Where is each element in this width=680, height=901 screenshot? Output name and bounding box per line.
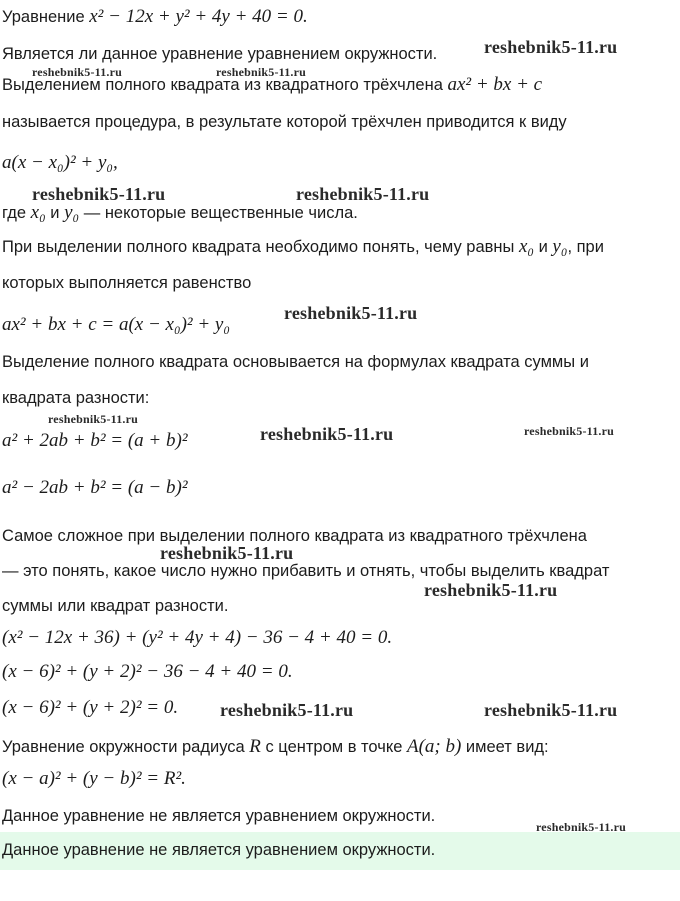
y0-symbol: y₀ (64, 202, 80, 223)
watermark: reshebnik5-11.ru (484, 37, 618, 57)
text-center-at: с центром в точке (260, 738, 407, 756)
text-real-numbers: — некоторые вещественные числа. (79, 204, 358, 222)
question-text: Является ли данное уравнение уравнением окружности. (2, 45, 438, 63)
circle-equation: (x − a)² + (y − b)² = R². (2, 768, 186, 789)
text-and: и (45, 204, 65, 222)
definition-line-2: называется процедура, в результате которой трёхчлен приводится к виду (2, 113, 567, 131)
watermark: reshebnik5-11.ru (524, 424, 614, 438)
hint-line-1: Самое сложное при выделении полного квадрата из квадратного трёхчлена (2, 527, 587, 545)
text-where: где (2, 204, 31, 222)
text-circle-radius: Уравнение окружности радиуса (2, 738, 250, 756)
circle-definition (2, 736, 549, 758)
square-of-sum-formula: a² + 2ab + b² = (a + b)² (2, 430, 188, 451)
watermark: reshebnik5-11.ru (260, 424, 394, 444)
watermark: reshebnik5-11.ru (48, 412, 138, 426)
text-when: , при (567, 238, 604, 256)
watermark: reshebnik5-11.ru (32, 65, 122, 79)
watermark: reshebnik5-11.ru (536, 820, 626, 834)
text-has-form: имеет вид: (461, 738, 549, 756)
explanation-line-2: которых выполняется равенство (2, 274, 252, 292)
answer-text: Данное уравнение не является уравнением окружности. (2, 841, 436, 859)
watermark: reshebnik5-11.ru (284, 303, 418, 323)
x0-symbol: x₀ (30, 202, 46, 223)
answer-box (0, 832, 680, 870)
watermark: reshebnik5-11.ru (220, 700, 354, 720)
solution-step-2: (x − 6)² + (y + 2)² − 36 − 4 + 40 = 0. (2, 661, 293, 682)
watermark: reshebnik5-11.ru (296, 184, 430, 204)
y0-symbol: y₀ (552, 236, 568, 257)
watermark: reshebnik5-11.ru (216, 65, 306, 79)
formulas-intro-line-2: квадрата разности: (2, 389, 150, 407)
given-equation: x² − 12x + y² + 4y + 40 = 0. (89, 6, 308, 27)
watermark: reshebnik5-11.ru (32, 184, 166, 204)
square-of-difference-formula: a² − 2ab + b² = (a − b)² (2, 477, 188, 498)
solution-step-3: (x − 6)² + (y + 2)² = 0. (2, 697, 179, 718)
problem-statement (2, 6, 308, 28)
solution-step-1: (x² − 12x + 36) + (y² + 4y + 4) − 36 − 4 + 40 = 0. (2, 627, 393, 648)
text-explanation: При выделении полного квадрата необходимо понять, чему равны (2, 238, 519, 256)
watermark: reshebnik5-11.ru (484, 700, 618, 720)
center-point: A(a; b) (407, 736, 462, 757)
trinomial-formula: ax² + bx + c (447, 74, 543, 95)
explanation-line-1 (2, 236, 604, 258)
definition-text: Выделением полного квадрата из квадратного трёхчлена (2, 76, 448, 94)
target-form-formula: a(x − x₀)² + y₀, (2, 152, 118, 173)
text-and: и (534, 238, 553, 256)
conclusion-text: Данное уравнение не является уравнением окружности. (2, 807, 436, 825)
identity-formula: ax² + bx + c = a(x − x₀)² + y₀ (2, 314, 230, 335)
definition-line-3 (2, 202, 358, 224)
watermark: reshebnik5-11.ru (160, 543, 294, 563)
radius-symbol: R (249, 736, 261, 757)
x0-symbol: x₀ (518, 236, 534, 257)
hint-line-2: — это понять, какое число нужно прибавить и отнять, чтобы выделить квадрат (2, 562, 610, 580)
problem-label: Уравнение (2, 8, 90, 26)
formulas-intro-line-1: Выделение полного квадрата основывается на формулах квадрата суммы и (2, 353, 589, 371)
hint-line-3: суммы или квадрат разности. (2, 597, 229, 615)
watermark: reshebnik5-11.ru (424, 580, 558, 600)
